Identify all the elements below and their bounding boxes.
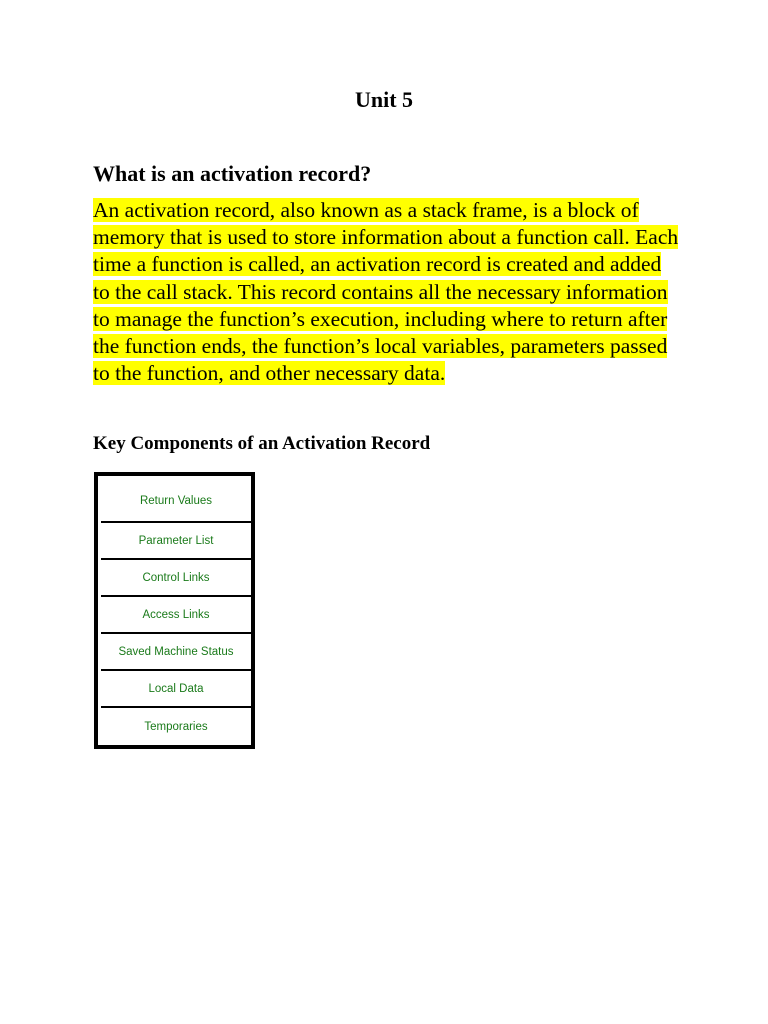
highlighted-answer-text: An activation record, also known as a stack frame, is a block of memory that is used to store information about a function call. Each time a function is called, an activation record is created and added to the call stack. This record contains all the necessary information to manage the function’s execution, including where to return after the function ends, the function’s local variables, parameters passed to the function, and other necessary data. (93, 198, 679, 386)
ar-row-parameter-list: Parameter List (101, 523, 251, 560)
question-heading: What is an activation record? (93, 161, 372, 186)
answer-paragraph (93, 197, 683, 387)
ar-row-saved-machine-status: Saved Machine Status (101, 634, 251, 671)
ar-row-control-links: Control Links (101, 560, 251, 597)
ar-row-return-values: Return Values (101, 476, 251, 523)
ar-row-local-data: Local Data (101, 671, 251, 708)
activation-record-diagram (94, 472, 255, 749)
page-title: Unit 5 (354, 87, 414, 112)
section-heading: Key Components of an Activation Record (93, 433, 431, 454)
ar-row-temporaries: Temporaries (144, 720, 208, 733)
ar-row-access-links: Access Links (101, 597, 251, 634)
